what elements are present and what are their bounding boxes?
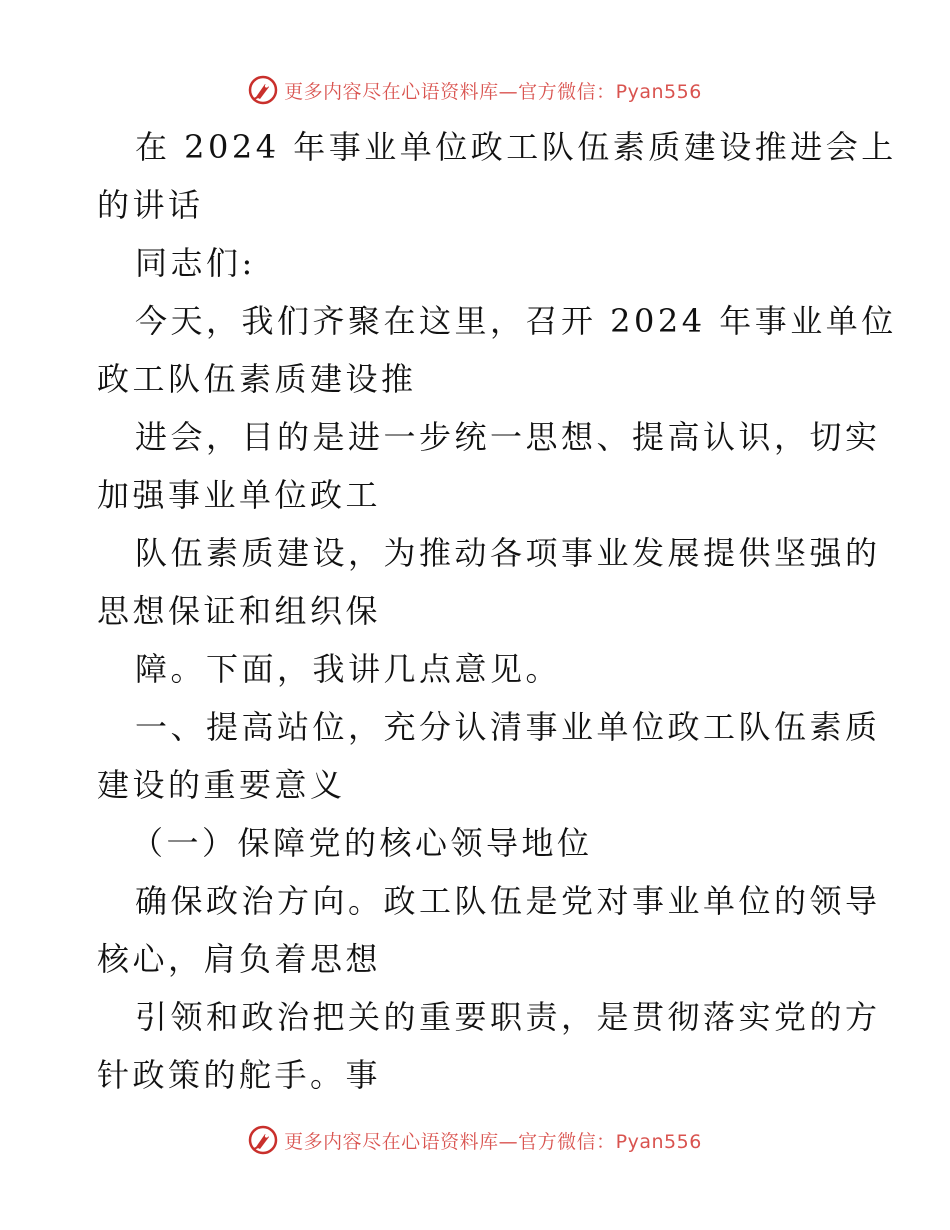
paragraph-line: 障。下面，我讲几点意见。: [135, 650, 562, 688]
section-heading-line-2: 建设的重要意义: [97, 766, 346, 804]
paragraph-line: 针政策的舵手。事: [97, 1056, 382, 1094]
watermark-text: 更多内容尽在心语资料库—官方微信：Pyan556: [284, 80, 702, 103]
pen-nib-logo-icon: [248, 1125, 278, 1155]
paragraph-line: 加强事业单位政工: [97, 476, 382, 514]
title-line-1: 在 2024 年事业单位政工队伍素质建设推进会上: [135, 128, 897, 166]
section-heading-line-1: 一、提高站位，充分认清事业单位政工队伍素质: [135, 708, 881, 746]
paragraph-line: 政工队伍素质建设推: [97, 360, 417, 398]
paragraph-line: 思想保证和组织保: [97, 592, 382, 630]
header-watermark: [0, 70, 950, 110]
subsection-heading: （一）保障党的核心领导地位: [131, 824, 593, 862]
paragraph-line: 队伍素质建设，为推动各项事业发展提供坚强的: [135, 534, 881, 572]
pen-nib-logo-icon: [248, 75, 278, 105]
footer-watermark: [0, 1120, 950, 1160]
title-line-2: 的讲话: [97, 186, 204, 224]
watermark-text: 更多内容尽在心语资料库—官方微信：Pyan556: [284, 1130, 702, 1153]
paragraph-line: 今天，我们齐聚在这里，召开 2024 年事业单位: [135, 302, 897, 340]
paragraph-line: 进会，目的是进一步统一思想、提高认识，切实: [135, 418, 881, 456]
document-body: [97, 118, 897, 1104]
paragraph-line: 确保政治方向。政工队伍是党对事业单位的领导: [135, 882, 881, 920]
paragraph-line: 引领和政治把关的重要职责，是贯彻落实党的方: [135, 998, 881, 1036]
paragraph-line: 核心，肩负着思想: [97, 940, 382, 978]
salutation: 同志们:: [135, 244, 256, 282]
